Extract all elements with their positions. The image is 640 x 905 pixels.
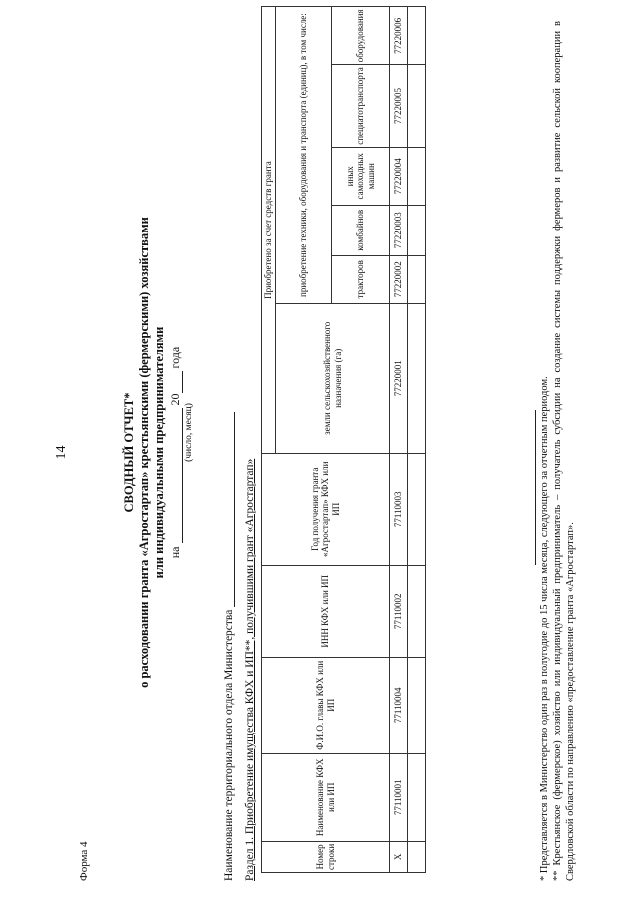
footnote-2: ** Крестьянское (фермерское) хозяйство или индивидуальный предприниматель – получатель субсидии на создание системы поддержки фермеров и развитие сельской кооперации в Свердловской области по направлению «предоставление гранта «Агростартап». <box>552 21 576 881</box>
empty-cell <box>408 205 426 255</box>
code-inn: 77110002 <box>390 565 408 657</box>
date-prefix: на <box>168 546 182 559</box>
empty-cell <box>408 565 426 657</box>
table-row <box>390 7 408 873</box>
code-combines: 77220003 <box>390 205 408 255</box>
header-equipment: приобретение техники, оборудования и транспорта (единиц), в том числе: <box>276 7 332 303</box>
date-suffix: года <box>168 346 182 369</box>
date-caption: (число, месяц) <box>184 403 194 462</box>
date-blank <box>171 408 183 543</box>
title-line-2: о расходовании гранта «Агростартап» крестьянскими (фермерскими) хозяйствами <box>137 217 151 688</box>
header-purchased: Приобретено за счет средств гранта <box>262 7 276 453</box>
empty-cell <box>408 303 426 453</box>
title-line-3: или индивидуальными предпринимателями <box>152 326 166 579</box>
empty-cell <box>408 65 426 147</box>
code-row-number: X <box>390 841 408 872</box>
page-number: 14 <box>54 445 69 460</box>
header-special-transport: специатотранспорта <box>332 65 390 147</box>
header-grant-year: Год получения гранта «Агростартап» КФХ или ИП <box>262 453 390 565</box>
empty-cell <box>408 753 426 841</box>
empty-cell <box>408 7 426 65</box>
code-tractors: 77220002 <box>390 255 408 303</box>
code-grant-year: 77110003 <box>390 453 408 565</box>
section-title <box>244 459 256 881</box>
header-gear: оборудования <box>332 7 390 65</box>
code-name: 77110001 <box>390 753 408 841</box>
empty-cell <box>408 255 426 303</box>
header-tractors: тракторов <box>332 255 390 303</box>
empty-cell <box>408 657 426 753</box>
code-other-machines: 77220004 <box>390 147 408 205</box>
header-name: Наименование КФХ или ИП <box>262 753 390 841</box>
report-title <box>122 120 167 785</box>
header-other-machines: иных самоходных машин <box>332 147 390 205</box>
empty-cell <box>408 841 426 872</box>
report-date-line <box>168 0 183 905</box>
code-gear: 77220006 <box>390 7 408 65</box>
empty-cell <box>408 453 426 565</box>
title-line-1: СВОДНЫЙ ОТЧЕТ* <box>122 392 136 513</box>
year-prefix: 20 <box>168 393 182 406</box>
year-blank <box>171 371 183 393</box>
ministry-label: Наименование территориального отдела Министерства <box>223 609 235 881</box>
ministry-blank <box>223 412 235 607</box>
header-head-fio: Ф.И.О. главы КФХ или ИП <box>262 657 390 753</box>
footnote-1: * Представляется в Министерство один раз в полугодие до 15 числа месяца, следующего за отчетным периодом. <box>539 376 550 881</box>
header-combines: комбайнов <box>332 205 390 255</box>
footnotes <box>538 21 577 881</box>
footnote-rule <box>535 410 536 565</box>
table-row <box>408 7 426 873</box>
code-land: 77220001 <box>390 303 408 453</box>
header-row-number: Номер строки <box>262 841 390 872</box>
code-head-fio: 77110004 <box>390 657 408 753</box>
report-table <box>261 6 426 873</box>
ministry-line <box>223 412 235 881</box>
code-special-transport: 77220005 <box>390 65 408 147</box>
header-land: земли сельскохозяйственного назначения (га) <box>276 303 390 453</box>
form-label: Форма 4 <box>78 841 90 881</box>
empty-cell <box>408 147 426 205</box>
section-title-text: Раздел 1. Приобретение имущества КФХ и ИП**, получившими грант «Агростартап» <box>244 458 256 881</box>
header-inn: ИНН КФХ или ИП <box>262 565 390 657</box>
